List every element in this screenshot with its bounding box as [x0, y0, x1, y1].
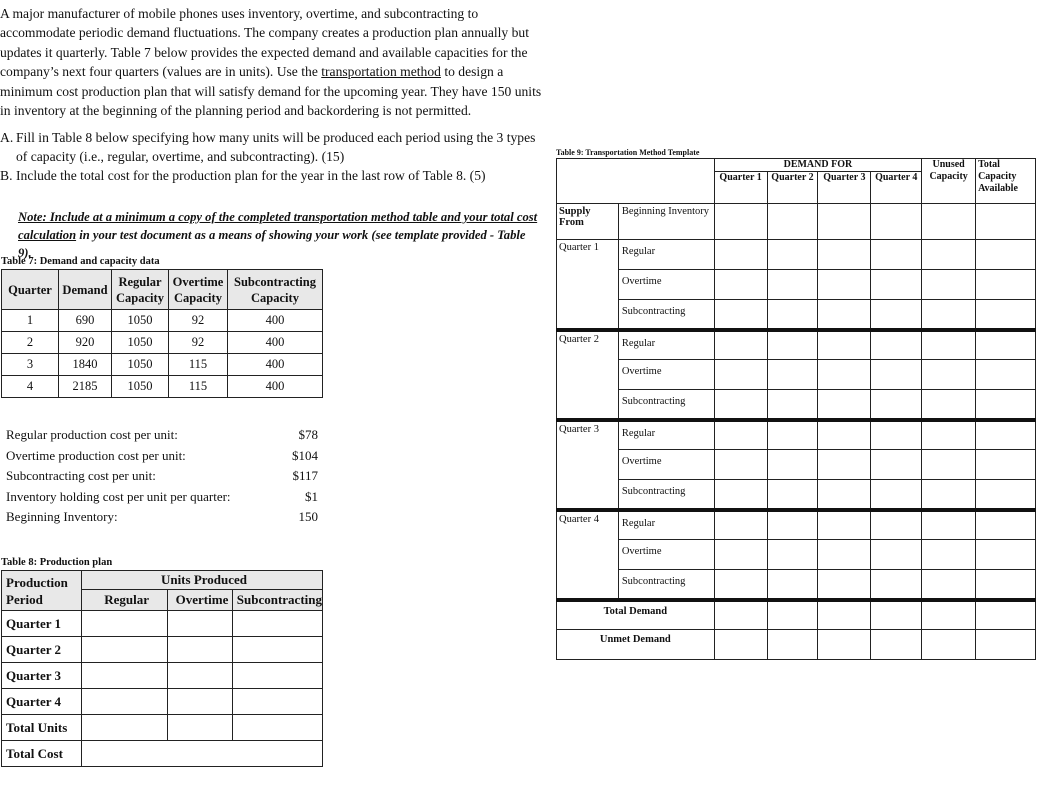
- cell[interactable]: [767, 300, 818, 330]
- cost-list: [6, 425, 318, 528]
- plan-cell[interactable]: [232, 611, 322, 637]
- total-capacity-header: Total Capacity Available: [976, 159, 1036, 204]
- cell[interactable]: [871, 570, 922, 600]
- plan-cell[interactable]: [168, 611, 233, 637]
- table7-header: Demand: [59, 270, 112, 310]
- cell[interactable]: [714, 540, 767, 570]
- cell[interactable]: [871, 480, 922, 510]
- total-cost-cell[interactable]: [82, 741, 323, 767]
- table8-subheader: Overtime: [168, 590, 233, 611]
- cell[interactable]: [976, 450, 1036, 480]
- plan-cell[interactable]: [168, 663, 233, 689]
- cell[interactable]: [922, 240, 976, 270]
- cost-row: Regular production cost per unit: $78: [6, 427, 318, 442]
- cell[interactable]: [922, 300, 976, 330]
- plan-cell[interactable]: [232, 715, 322, 741]
- cell[interactable]: [767, 330, 818, 360]
- table7-caption: Table 7: Demand and capacity data: [1, 256, 160, 267]
- cell[interactable]: [818, 390, 871, 420]
- cost-row: Beginning Inventory: 150: [6, 509, 318, 524]
- cell[interactable]: [818, 600, 871, 630]
- cell[interactable]: [871, 270, 922, 300]
- cell[interactable]: [818, 330, 871, 360]
- cell[interactable]: [922, 420, 976, 450]
- table-row: 1 690 1050 92 400: [2, 310, 323, 332]
- cell[interactable]: [818, 570, 871, 600]
- demand-quarter-header: Quarter 2: [767, 172, 818, 204]
- table7-header: Regular Capacity: [112, 270, 169, 310]
- table8-header-units: Units Produced: [82, 571, 323, 590]
- source-quarter-label: Quarter 3: [557, 420, 619, 510]
- cell[interactable]: [976, 480, 1036, 510]
- cell[interactable]: [976, 540, 1036, 570]
- cell[interactable]: [922, 480, 976, 510]
- demand-for-header: DEMAND FOR: [714, 159, 922, 172]
- cell[interactable]: [767, 390, 818, 420]
- plan-cell[interactable]: [82, 663, 168, 689]
- cell[interactable]: [818, 510, 871, 540]
- question-b: B. Include the total cost for the production plan for the year in the last row of Table 8. (5): [0, 168, 486, 183]
- cell[interactable]: [871, 390, 922, 420]
- table8-header-period: Production Period: [2, 571, 82, 611]
- cell[interactable]: [922, 360, 976, 390]
- cell[interactable]: [767, 420, 818, 450]
- cell[interactable]: [767, 540, 818, 570]
- plan-cell[interactable]: [82, 637, 168, 663]
- cell[interactable]: [922, 270, 976, 300]
- table7-header: Overtime Capacity: [169, 270, 228, 310]
- table7-header: Quarter: [2, 270, 59, 310]
- cell[interactable]: [922, 510, 976, 540]
- cell[interactable]: [976, 240, 1036, 270]
- cell[interactable]: [871, 450, 922, 480]
- table-row: Total Units: [2, 715, 323, 741]
- cell[interactable]: [922, 390, 976, 420]
- cell[interactable]: [714, 330, 767, 360]
- cell[interactable]: [714, 450, 767, 480]
- beginning-inventory-label: Beginning Inventory: [618, 204, 714, 240]
- cell[interactable]: [714, 270, 767, 300]
- cell[interactable]: [871, 330, 922, 360]
- source-quarter-label: Quarter 2: [557, 330, 619, 420]
- cell[interactable]: [767, 510, 818, 540]
- plan-cell[interactable]: [82, 689, 168, 715]
- cell[interactable]: [871, 240, 922, 270]
- cell[interactable]: [714, 420, 767, 450]
- table-row: Quarter 4: [2, 689, 323, 715]
- cell[interactable]: [871, 300, 922, 330]
- cell[interactable]: [767, 630, 818, 660]
- question-a: A. Fill in Table 8 below specifying how many units will be produced each period using the 3 types of capacity (i.e., regular, overtime, and subcontracting). (15): [0, 130, 536, 164]
- cell[interactable]: [922, 570, 976, 600]
- cell[interactable]: [922, 204, 976, 240]
- cell[interactable]: [714, 240, 767, 270]
- cell[interactable]: [976, 630, 1036, 660]
- demand-quarter-header: Quarter 3: [818, 172, 871, 204]
- cell[interactable]: [714, 510, 767, 540]
- table-row: Quarter 2: [2, 637, 323, 663]
- cell[interactable]: [818, 300, 871, 330]
- table8-subheader: Subcontracting: [232, 590, 322, 611]
- cell[interactable]: [767, 240, 818, 270]
- cell[interactable]: [976, 330, 1036, 360]
- cell[interactable]: [714, 480, 767, 510]
- cell[interactable]: [714, 600, 767, 630]
- cell[interactable]: [922, 600, 976, 630]
- cell[interactable]: [976, 420, 1036, 450]
- cell[interactable]: [871, 540, 922, 570]
- cell[interactable]: [871, 510, 922, 540]
- cell[interactable]: [818, 540, 871, 570]
- cell[interactable]: [714, 300, 767, 330]
- cell[interactable]: [871, 420, 922, 450]
- cell[interactable]: [818, 450, 871, 480]
- table9-transportation-template: DEMAND FOR Unused Capacity Total Capacity Available Quarter 1 Quarter 2 Quarter 3 Quarter 4 Supply From Beginning Inventory Quarter 1 Regular Overtime Subcontracting Quarter 2 Regular Overtime Subcontracting Quarter 3 Regular Overtime Subcontracting Quarter 4 Regular Overtime Subcontracting Total Demand Unmet Demand: [556, 158, 1036, 660]
- source-quarter-label: Quarter 4: [557, 510, 619, 600]
- table-row: Quarter 3: [2, 663, 323, 689]
- cell[interactable]: [922, 630, 976, 660]
- plan-cell[interactable]: [232, 637, 322, 663]
- table-row: Total Cost: [2, 741, 323, 767]
- cell[interactable]: [818, 630, 871, 660]
- cell[interactable]: [976, 270, 1036, 300]
- cell[interactable]: [714, 390, 767, 420]
- unused-capacity-header: Unused Capacity: [922, 159, 976, 204]
- cell[interactable]: [922, 330, 976, 360]
- cost-row: Subcontracting cost per unit: $117: [6, 468, 318, 483]
- cell[interactable]: [922, 540, 976, 570]
- cell[interactable]: [818, 480, 871, 510]
- cell[interactable]: [976, 570, 1036, 600]
- table7-header: Subcontracting Capacity: [228, 270, 323, 310]
- cell[interactable]: [871, 600, 922, 630]
- cell[interactable]: [871, 630, 922, 660]
- demand-quarter-header: Quarter 1: [714, 172, 767, 204]
- cell[interactable]: [714, 360, 767, 390]
- supply-from-label: Supply From: [557, 204, 619, 240]
- plan-cell[interactable]: [168, 689, 233, 715]
- cell[interactable]: [976, 300, 1036, 330]
- cell[interactable]: [767, 570, 818, 600]
- cell[interactable]: [767, 204, 818, 240]
- cell[interactable]: [818, 240, 871, 270]
- plan-cell[interactable]: [168, 637, 233, 663]
- cell[interactable]: [714, 630, 767, 660]
- cell[interactable]: [818, 270, 871, 300]
- unmet-demand-label: Unmet Demand: [557, 630, 715, 660]
- cell[interactable]: [767, 450, 818, 480]
- intro-paragraph: A major manufacturer of mobile phones uses inventory, overtime, and subcontracting to accommodate periodic demand fluctuations. The company creates a production plan annually but updates it quarterly. Table 7 below provides the expected demand and available capacities for the company’s next four quarters (values are in units). Use the transportation method to design a minimum cost production plan that will satisfy demand for the upcoming year. They have 150 units in inventory at the beginning of the planning period and backordering is not permitted.: [0, 6, 542, 119]
- demand-quarter-header: Quarter 4: [871, 172, 922, 204]
- cell[interactable]: [976, 600, 1036, 630]
- question-list: [0, 128, 548, 185]
- cell[interactable]: [818, 420, 871, 450]
- cell[interactable]: [767, 360, 818, 390]
- plan-cell[interactable]: [232, 689, 322, 715]
- cell[interactable]: [871, 360, 922, 390]
- transportation-method-link[interactable]: transportation method: [321, 64, 441, 80]
- cost-row: Overtime production cost per unit: $104: [6, 447, 318, 463]
- cell[interactable]: [767, 270, 818, 300]
- cell[interactable]: [976, 204, 1036, 240]
- cell[interactable]: [976, 510, 1036, 540]
- table-row: 4 2185 1050 115 400: [2, 376, 323, 398]
- source-quarter-label: Quarter 1: [557, 240, 619, 330]
- table7-demand-capacity: [1, 269, 323, 398]
- table-row: 3 1840 1050 115 400: [2, 354, 323, 376]
- cell[interactable]: [871, 204, 922, 240]
- cell[interactable]: [818, 204, 871, 240]
- plan-cell[interactable]: [82, 611, 168, 637]
- cost-row: Inventory holding cost per unit per quarter: $1: [6, 488, 318, 504]
- cell[interactable]: [714, 570, 767, 600]
- table-row: Quarter 1: [2, 611, 323, 637]
- table9-caption: Table 9: Transportation Method Template: [556, 148, 700, 157]
- cell[interactable]: [976, 390, 1036, 420]
- cell[interactable]: [714, 204, 767, 240]
- plan-cell[interactable]: [232, 663, 322, 689]
- plan-cell[interactable]: [82, 715, 168, 741]
- note: Note: Include at a minimum a copy of the completed transportation method table and your total cost calculation in your test document as a means of showing your work (see template provided - Table 9).: [18, 210, 538, 260]
- cell[interactable]: [767, 600, 818, 630]
- table8-caption: Table 8: Production plan: [1, 557, 113, 568]
- total-demand-label: Total Demand: [557, 600, 715, 630]
- table8-production-plan: [1, 570, 323, 767]
- cell[interactable]: [818, 360, 871, 390]
- table8-subheader: Regular: [82, 590, 168, 611]
- cell[interactable]: [976, 360, 1036, 390]
- table-row: 2 920 1050 92 400: [2, 332, 323, 354]
- cell[interactable]: [922, 450, 976, 480]
- plan-cell[interactable]: [168, 715, 233, 741]
- cell[interactable]: [767, 480, 818, 510]
